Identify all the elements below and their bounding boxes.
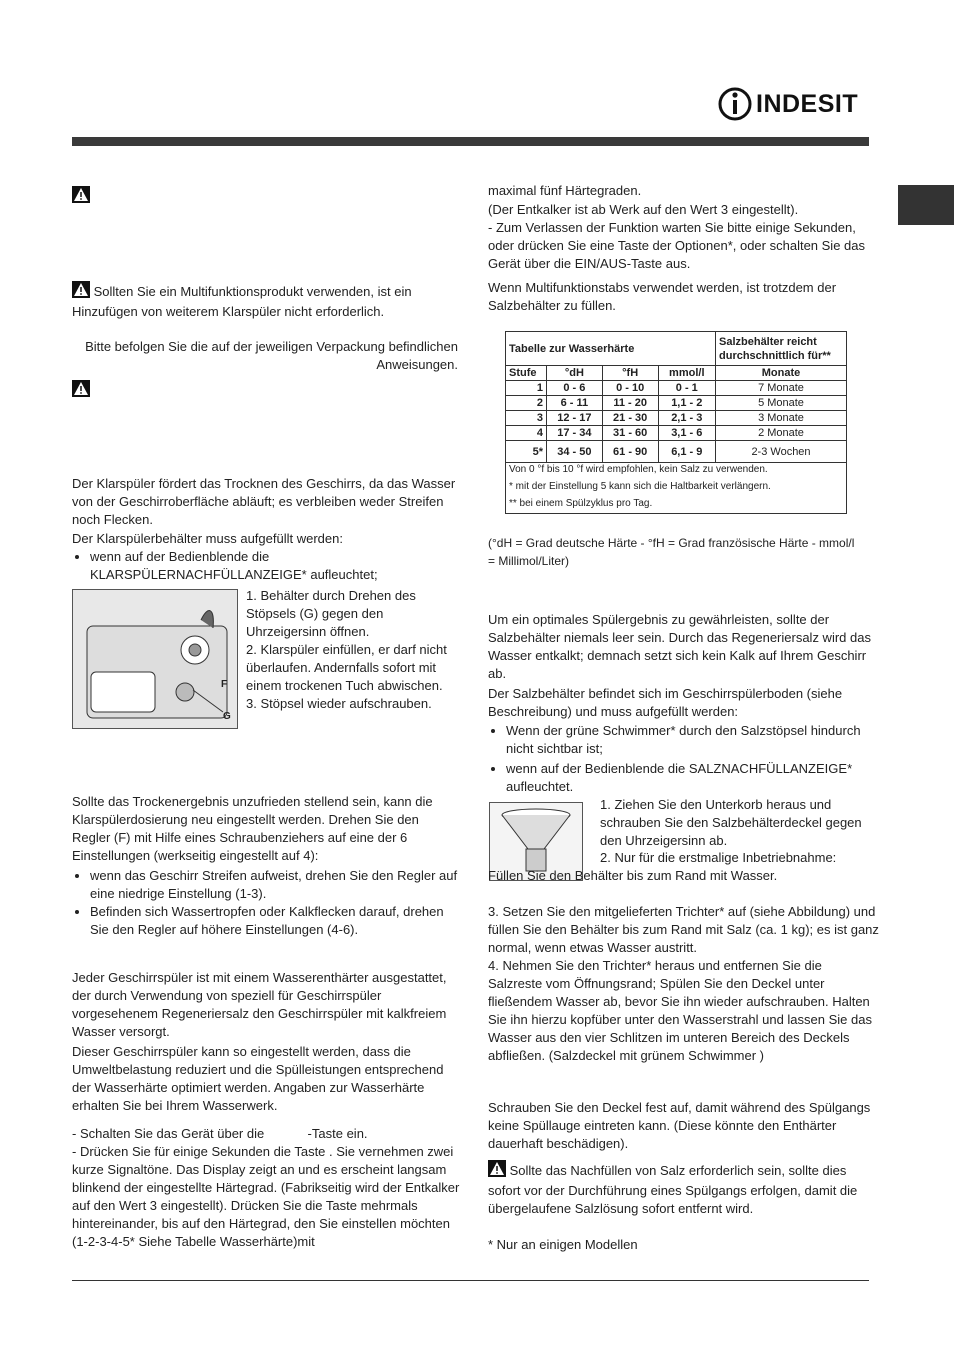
list-item: • Wenn der grüne Schwimmer* durch den Salzstöpsel hindurch nicht sichtbar ist; [506, 722, 878, 758]
table-note: ** bei einem Spülzyklus pro Tag. [506, 494, 847, 514]
step: 3. Stöpsel wieder aufschrauben. [246, 696, 432, 711]
dosage-text: Sollte das Trockenergebnis unzufrieden stellend sein, kann die Klarspülerdosierung neu eingestellt werden. Drehen Sie den Regler (F) mit Hilfe eines Schraubenziehers auf eine der 6 Einstellungen (werkseitig eingestellt auf 4): [72, 794, 433, 863]
salt-warning: Sollte das Nachfüllen von Salz erforderlich sein, sollte dies sofort vor der Durchführung eines Spülgangs erfolgen, damit die übergelaufene Salzlösung sofort entfernt wird. [488, 1160, 878, 1218]
salt-header: Salzbehälter reicht durchschnittlich für** [716, 332, 847, 366]
label-f: F [221, 679, 228, 690]
footer-line [72, 1280, 869, 1281]
salt-location: Der Salzbehälter befindet sich im Geschirrspülerboden (siehe Beschreibung) und muss aufgefüllt werden: [488, 686, 843, 719]
rinse-aid-illustration [72, 589, 238, 729]
table-note: Von 0 °f bis 10 °f wird empfohlen, kein Salz zu verwenden. [506, 463, 847, 478]
softener-text: Jeder Geschirrspüler ist mit einem Wasserenthärter ausgestattet, der durch Verwendung von speziell für Geschirrspüler vorgesehenem Regeneriersalz den Geschirrspüler mit kalkfreiem Wasser versorgt. [72, 970, 447, 1039]
column-header: Stufe [506, 366, 547, 381]
salt-step-4: 4. Nehmen Sie den Trichter* heraus und entfernen Sie die Salzreste vom Öffnungsrand; Spülen Sie den Deckel unter fließendem Wasser ab, bevor Sie ihn wieder aufschrauben. Halten Sie ihn hierzu kopfüber unter den Wasserstrahl und lassen Sie das Wasser aus den vier Schlitzen im unteren Bereich des Deckels abfließen. (Salzdeckel mit grünem Schwimmer ) [488, 958, 872, 1063]
salt-bullets [488, 722, 878, 796]
warning-icon [72, 281, 90, 303]
table-row: 3 12 - 17 21 - 30 2,1 - 3 3 Monate [506, 411, 847, 426]
salt-step-1: 1. Ziehen Sie den Unterkorb heraus und schrauben Sie den Salzbehälterdeckel gegen den Uhrzeigersinn ab. [600, 797, 862, 848]
column-header: °dH [547, 366, 603, 381]
rinse-steps [246, 587, 458, 713]
adjust-text: Dieser Geschirrspüler kann so eingestellt werden, dass die Umweltbelastung reduziert und die Spülleistungen entsprechend der Wasserhärte optimiert werden. Angaben zur Wasserhärte erhalten Sie bei Ihrem Wasserwerk. [72, 1044, 444, 1113]
warning-icon [72, 186, 90, 208]
table-note: * mit der Einstellung 5 kann sich die Haltbarkeit verlängern. [506, 477, 847, 494]
multitabs-note: Wenn Multifunktionstabs verwendet werden, ist trotzdem der Salzbehälter zu füllen. [488, 280, 837, 313]
list-item: • Befinden sich Wassertropfen oder Kalkflecken darauf, drehen Sie den Regler auf höhere Einstellungen (4-6). [90, 903, 458, 939]
column-header: °fH [602, 366, 658, 381]
screw-note: Schrauben Sie den Deckel fest auf, damit während des Spülgangs keine Spüllauge eintreten kann. (Diese könnte den Enthärter dauerhaft beschädigen). [488, 1100, 871, 1151]
salt-intro: Um ein optimales Spülergebnis zu gewährleisten, sollte der Salzbehälter niemals leer sein. Durch das Regeneriersalz wird das Wasser entkalkt; demnach setzt sich kein Kalk auf Ihrem Geschirr ab. [488, 612, 871, 681]
rinse-fill: Der Klarspülerbehälter muss aufgefüllt werden: [72, 531, 343, 546]
rinse-bullets [72, 548, 458, 584]
table-row: 2 6 - 11 11 - 20 1,1 - 2 5 Monate [506, 396, 847, 411]
warning-icon [488, 1160, 506, 1182]
header-bar [72, 137, 869, 146]
packaging-note: Bitte befolgen Sie die auf der jeweiligen Verpackung befindlichen Anweisungen. [85, 339, 458, 372]
column-header: mmol/l [658, 366, 715, 381]
table-row: 1 0 - 6 0 - 10 0 - 1 7 Monate [506, 381, 847, 396]
instruction-1: - Schalten Sie das Gerät über die -Taste ein. [72, 1126, 368, 1141]
continuation-3: - Zum Verlassen der Funktion warten Sie bitte einige Sekunden, oder drücken Sie eine Taste der Optionen*, oder schalten Sie das Gerät über die EIN/AUS-Taste aus. [488, 220, 865, 271]
salt-step-2: 2. Nur für die erstmalige Inbetriebnahme: Füllen Sie den Behälter bis zum Rand mit Wasser. [488, 850, 837, 883]
step: 1. Behälter durch Drehen des Stöpsels (G) gegen den Uhrzeigersinn öffnen. [246, 588, 416, 639]
warning-icon [72, 380, 90, 402]
step: 2. Klarspüler einfüllen, er darf nicht überlaufen. Andernfalls sofort mit einem trockenen Tuch abwischen. [246, 642, 447, 693]
brand-logo-icon [718, 85, 752, 123]
list-item: • wenn auf der Bedienblende die SALZNACHFÜLLANZEIGE* aufleuchtet. [506, 760, 878, 796]
language-tab [898, 185, 954, 225]
hardness-legend: (°dH = Grad deutsche Härte - °fH = Grad französische Härte - mmol/l = Millimol/Liter) [488, 536, 855, 568]
table-row: 4 17 - 34 31 - 60 3,1 - 6 2 Monate [506, 426, 847, 441]
instruction-2: - Drücken Sie für einige Sekunden die Taste . Sie vernehmen zwei kurze Signaltöne. Das Display zeigt an und es erscheint langsam blinkend der eingestellte Härtegrad. (Fabrikseitig wird der Entkalker auf den Wert 3 eingestellt). Drücken Sie die Taste mehrmals hintereinander, bis auf den Härtegrad, den Sie einstellen möchten (1-2-3-4-5* Siehe Tabelle Wasserhärte)mit [72, 1144, 460, 1249]
dosage-bullets [72, 867, 458, 939]
salt-step-3: 3. Setzen Sie den mitgelieferten Trichter* auf (siehe Abbildung) und füllen Sie den Behälter bis zum Rand mit Salz (ca. 1 kg); es ist ganz normal, wenn etwas Wasser austritt. [488, 904, 879, 955]
column-header: Monate [716, 366, 847, 381]
list-item: • wenn das Geschirr Streifen aufweist, drehen Sie den Regler auf eine niedrige Einstellung (1-3). [90, 867, 458, 903]
multi-note: Sollten Sie ein Multifunktionsprodukt verwenden, ist ein Hinzufügen von weiterem Klarspüler nicht erforderlich. [72, 281, 458, 321]
continuation-2: (Der Entkalker ist ab Werk auf den Wert 3 eingestellt). [488, 202, 799, 217]
rinse-intro: Der Klarspüler fördert das Trocknen des Geschirrs, da das Wasser von der Geschirroberfläche abläuft; es verbleiben weder Streifen noch Flecken. [72, 476, 456, 527]
continuation-1: maximal fünf Härtegraden. [488, 183, 642, 198]
footnote: * Nur an einigen Modellen [488, 1237, 638, 1252]
table-title: Tabelle zur Wasserhärte [506, 332, 716, 366]
brand-name: INDESIT [756, 90, 859, 118]
water-hardness-table [505, 331, 847, 514]
brand-logo [718, 84, 870, 124]
list-item: • wenn auf der Bedienblende die KLARSPÜLERNACHFÜLLANZEIGE* aufleuchtet; [90, 548, 458, 584]
table-row: 5* 34 - 50 61 - 90 6,1 - 9 2-3 Wochen [506, 441, 847, 463]
label-g: G [223, 711, 231, 722]
